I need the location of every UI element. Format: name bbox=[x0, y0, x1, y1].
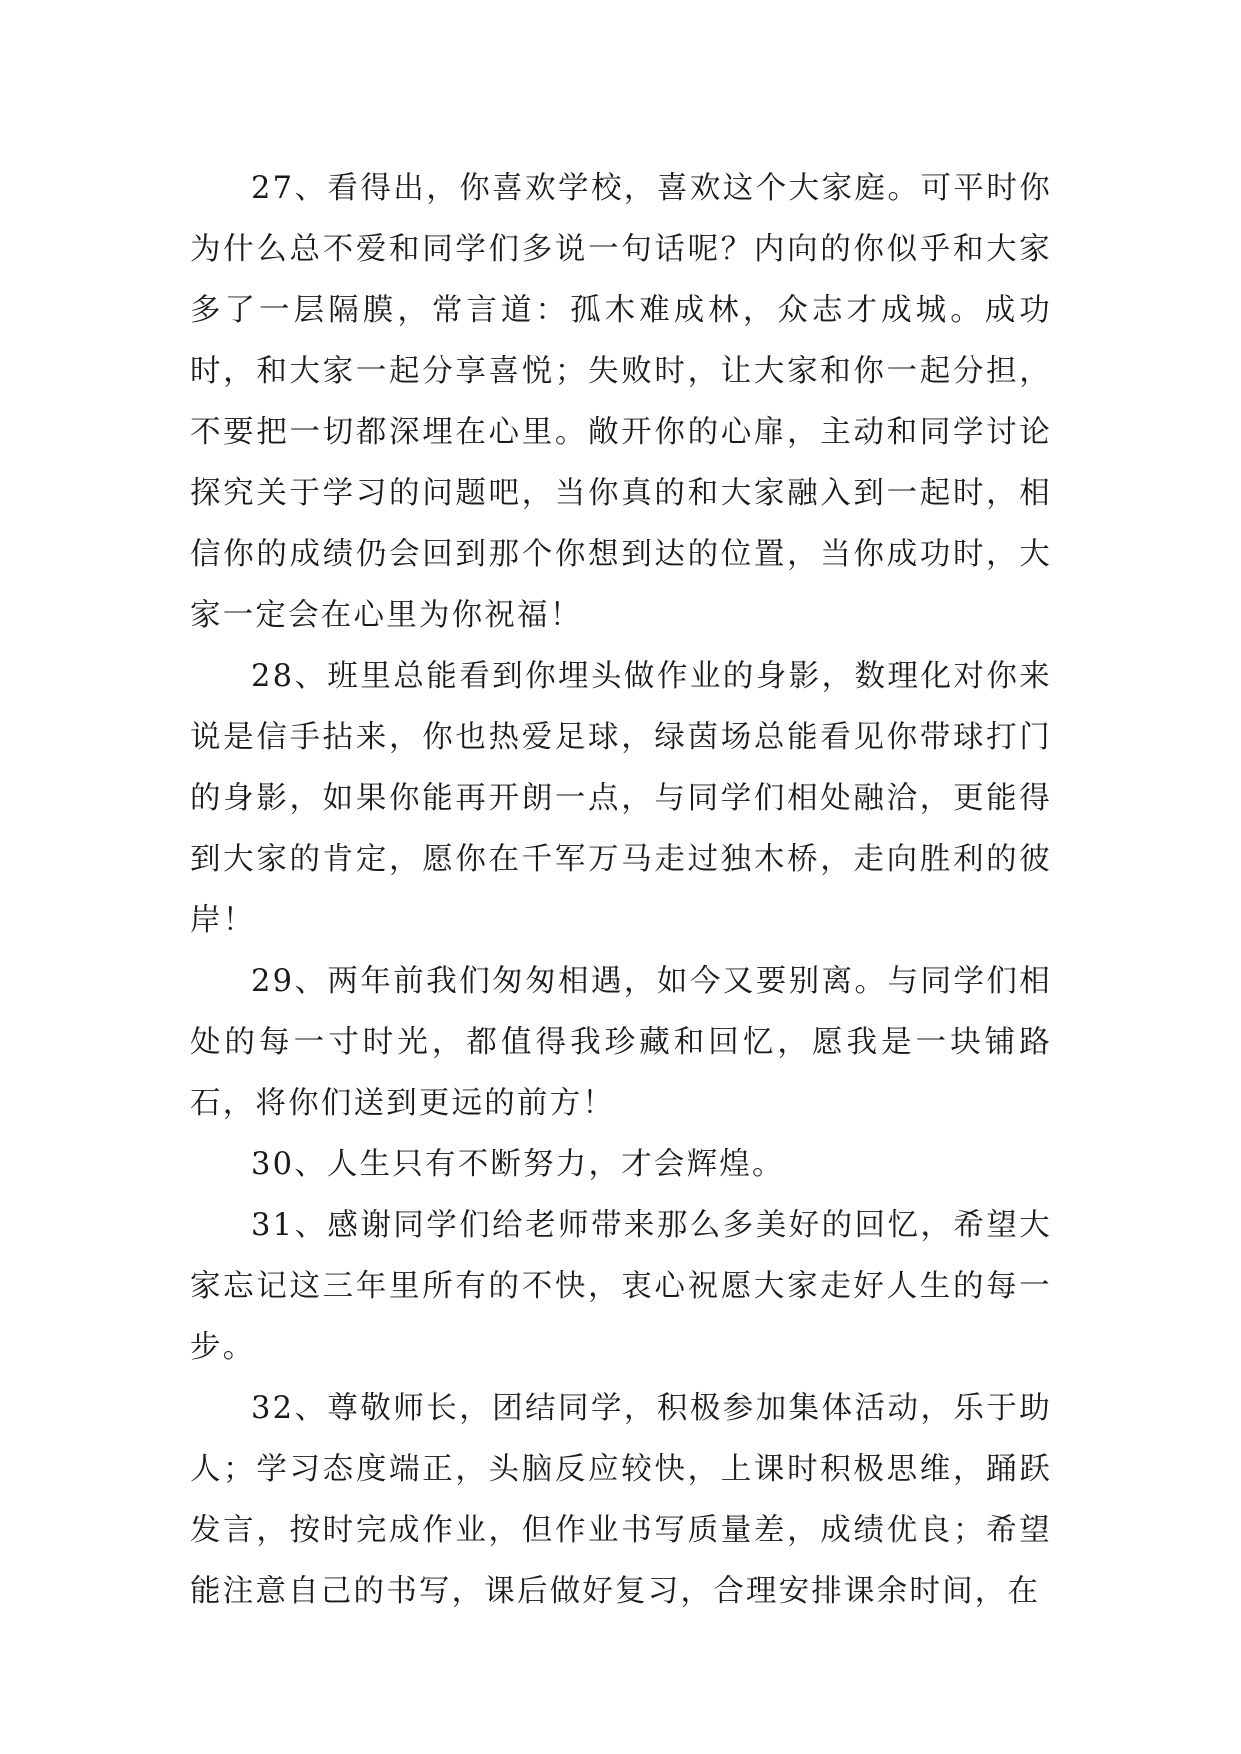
paragraph-30: 30、人生只有不断努力，才会辉煌。 bbox=[251, 1147, 785, 1182]
document-body bbox=[190, 158, 1052, 1622]
paragraph-27: 27、看得出，你喜欢学校，喜欢这个大家庭。可平时你为什么总不爱和同学们多说一句话呢？内向的你似乎和大家多了一层隔膜，常言道：孤木难成林，众志才成城。成功时，和大家一起分享喜悦；失败时，让大家和你一起分担，不要把一切都深埋在心里。敞开你的心扉，主动和同学讨论探究关于学习的问题吧，当你真的和大家融入到一起时，相信你的成绩仍会回到那个你想到达的位置，当你成功时，大家一定会在心里为你祝福！ bbox=[190, 171, 1052, 633]
paragraph-28: 28、班里总能看到你埋头做作业的身影，数理化对你来说是信手拈来，你也热爱足球，绿茵场总能看见你带球打门的身影，如果你能再开朗一点，与同学们相处融洽，更能得到大家的肯定，愿你在千军万马走过独木桥，走向胜利的彼岸！ bbox=[190, 659, 1052, 938]
paragraph-32: 32、尊敬师长，团结同学，积极参加集体活动，乐于助人；学习态度端正，头脑反应较快，上课时积极思维，踊跃发言，按时完成作业，但作业书写质量差，成绩优良；希望能注意自己的书写，课后做好复习，合理安排课余时间，在 bbox=[190, 1391, 1052, 1609]
paragraph-31: 31、感谢同学们给老师带来那么多美好的回忆，希望大家忘记这三年里所有的不快，衷心祝愿大家走好人生的每一步。 bbox=[190, 1208, 1052, 1365]
paragraph-29: 29、两年前我们匆匆相遇，如今又要别离。与同学们相处的每一寸时光，都值得我珍藏和回忆，愿我是一块铺路石，将你们送到更远的前方！ bbox=[190, 964, 1052, 1121]
